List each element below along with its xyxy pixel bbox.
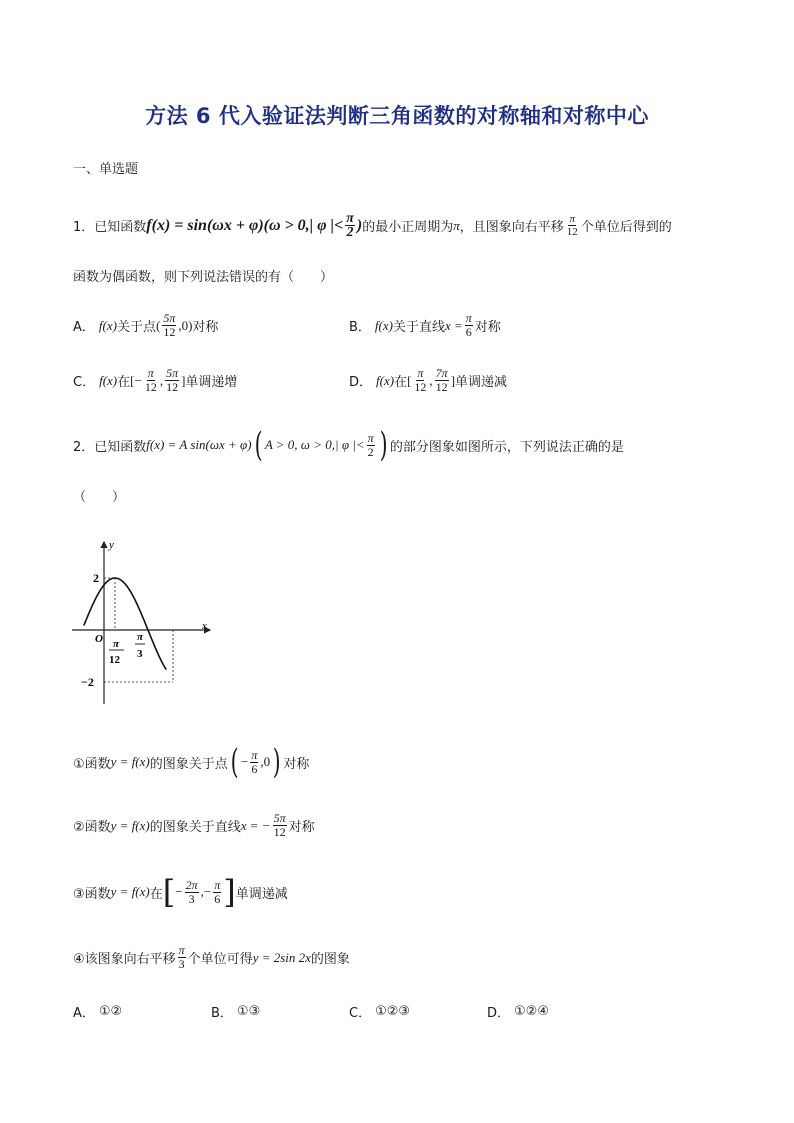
tick-pi3-den: 3 <box>137 648 143 660</box>
q2-option-a[interactable]: A． ①② <box>73 1004 123 1021</box>
q2-statement-1: ①函数 y = f(x) 的图象关于点 ( − $\frac{\pi}{6}$ ,0 ) 对称 <box>73 742 310 782</box>
function-graph <box>66 536 216 706</box>
q1-option-c[interactable]: C． f(x) 在 [− $\frac{\pi}{12}$ , $\frac{5\pi}{12}$ ] 单调递增 <box>73 366 238 394</box>
q1-stem-line2: 函数为偶函数，则下列说法错误的有（ ） <box>73 270 334 285</box>
q2-statement-4: ④该图象向右平移 $\frac{\pi}{3}$ 个单位可得 y = 2sin 2x 的图象 <box>73 943 350 971</box>
section-heading: 一、单选题 <box>73 162 139 177</box>
tick-pi12-num: π <box>113 638 120 650</box>
q1-stem-line1: 1．已知函数 f(x) = sin(ωx + φ)(ω > 0,| φ |< $\frac{\pi}{2}$ ) 的最小正周期为 π ，且图象向右平移 $\frac{\pi}{12}$ 个单位后得到的 <box>73 211 672 240</box>
ymin-label: −2 <box>81 675 94 689</box>
page-title: 方法 6 代入验证法判断三角函数的对称轴和对称中心 <box>145 104 649 128</box>
q1-option-b[interactable]: B． f(x) 关于直线 x = $\frac{\pi}{6}$ 对称 <box>349 311 501 339</box>
q1-option-a[interactable]: A． f(x) 关于点 ( $\frac{5\pi}{12}$ ,0) 对称 <box>73 311 219 339</box>
q2-answer-paren: （ ） <box>73 490 126 505</box>
origin-label: O <box>95 633 103 645</box>
sine-curve <box>84 578 166 670</box>
q1-shift-fraction: $\frac{\pi}{12}$ <box>566 213 578 238</box>
ymax-label: 2 <box>93 571 99 585</box>
q2-option-b[interactable]: B． ①③ <box>211 1004 261 1021</box>
tick-pi12-den: 12 <box>109 654 120 666</box>
q2-option-c[interactable]: C． ①②③ <box>349 1004 411 1021</box>
q1-option-d[interactable]: D． f(x) 在 [ $\frac{\pi}{12}$ , $\frac{7\pi}{12}$ ] 单调递减 <box>349 366 508 394</box>
q2-statement-2: ②函数 y = f(x) 的图象关于直线 x = − $\frac{5\pi}{12}$ 对称 <box>73 811 315 839</box>
q1-number: 1．已知函数 <box>73 220 147 235</box>
q2-number: 2．已知函数 <box>73 439 147 455</box>
y-axis-label: y <box>109 539 114 551</box>
q2-statement-3: ③函数 y = f(x) 在 [ − $\frac{2\pi}{3}$ ,− $\frac{\pi}{6}$ ] 单调递减 <box>73 873 288 911</box>
q2-stem-line1: 2．已知函数 f(x) = A sin(ωx + φ) ( A > 0, ω > 0,| φ |< $\frac{\pi}{2}$ ) 的部分图象如图所示，下列说法正确的是 <box>73 425 624 465</box>
tick-pi3-num: π <box>137 631 144 643</box>
q1-function: f(x) = sin(ωx + φ)(ω > 0,| φ |< <box>146 216 344 234</box>
q1-phi-bound: $\frac{\pi}{2}$ <box>346 211 354 240</box>
q2-function: f(x) = A sin(ωx + φ) <box>146 437 252 452</box>
q2-option-d[interactable]: D． ①②④ <box>487 1004 549 1021</box>
x-axis-label: x <box>202 620 207 632</box>
